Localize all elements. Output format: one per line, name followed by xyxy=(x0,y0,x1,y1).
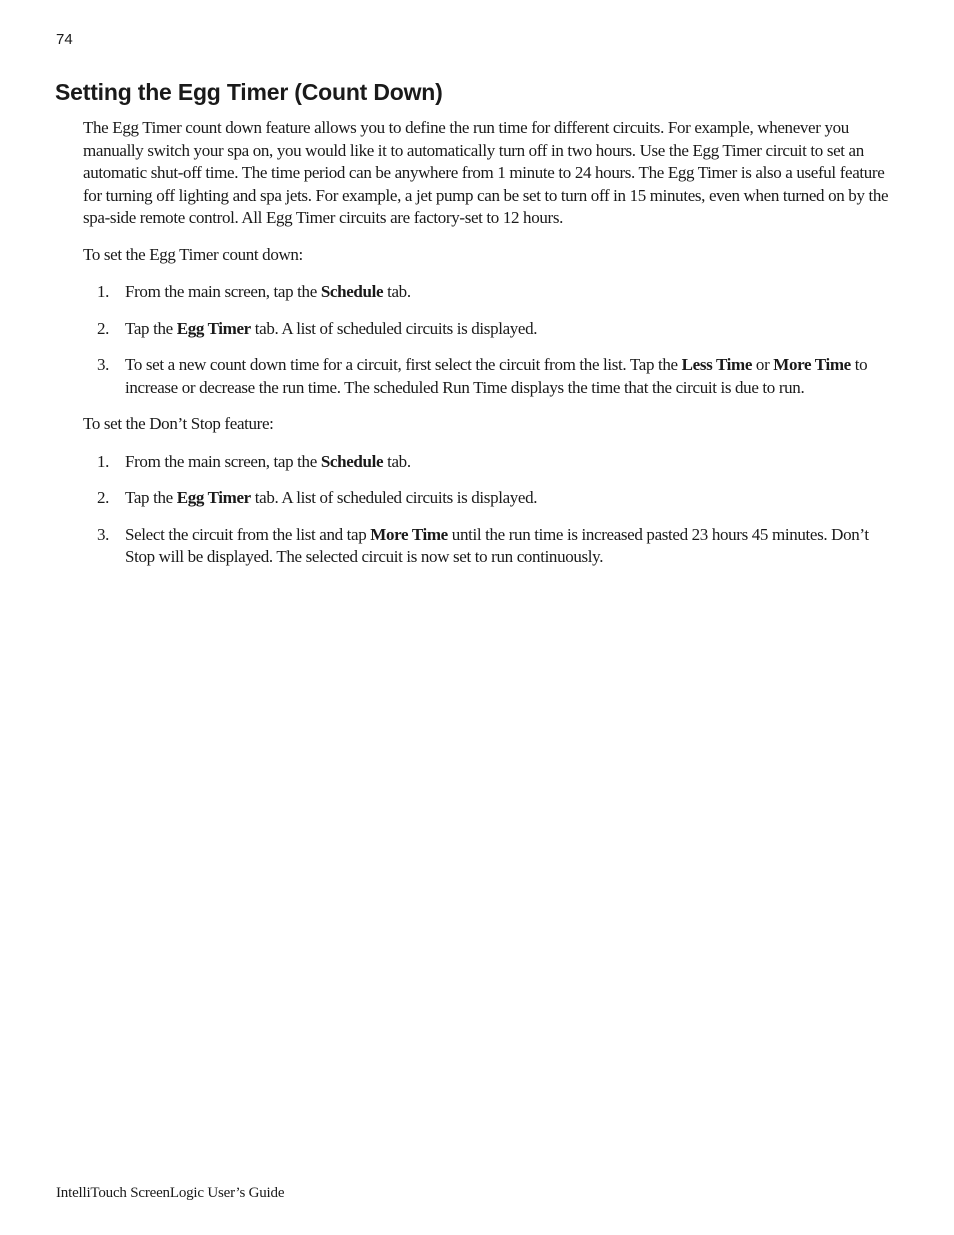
step-bold-term: More Time xyxy=(773,355,851,374)
countdown-step-2 xyxy=(83,318,899,341)
dont-stop-step-1 xyxy=(83,451,899,474)
step-text: From the main screen, tap the xyxy=(125,451,321,471)
intro-paragraph: The Egg Timer count down feature allows you to define the run time for different circuits. For example, whenever you manually switch your spa on, you would like it to automatically turn off in two hours. Use the Egg Timer circuit to set an automatic shut-off time. The time period can be anywhere from 1 minute to 24 hours. The Egg Timer is also a useful feature for turning off lighting and spa jets. For example, a jet pump can be set to turn off in 15 minutes, even when turned on by the spa-side remote control. All Egg Timer circuits are factory-set to 12 hours. xyxy=(83,118,889,227)
page-number: 74 xyxy=(56,31,73,48)
countdown-lead: To set the Egg Timer count down: xyxy=(83,244,303,264)
dont-stop-step-3 xyxy=(83,524,899,569)
countdown-step-1 xyxy=(83,281,899,304)
step-text: From the main screen, tap the xyxy=(125,282,321,301)
step-number: 1. xyxy=(97,451,110,471)
step-number: 1. xyxy=(97,282,110,301)
step-text: Tap the xyxy=(125,488,177,507)
step-text: to increase or decrease the run time. The scheduled Run Time displays the time that the circuit is due to run. xyxy=(125,355,868,397)
step-text: tab. A list of scheduled circuits is displayed. xyxy=(250,488,538,507)
step-text: tab. xyxy=(383,451,411,471)
countdown-step-3 xyxy=(83,354,899,399)
step-text: Select the circuit from the list and tap xyxy=(125,524,371,544)
step-text: tab. xyxy=(383,282,411,301)
step-bold-term: Egg Timer xyxy=(176,488,251,507)
step-text: or xyxy=(752,355,774,374)
step-text: To set a new count down time for a circuit, first select the circuit from the list. Tap the xyxy=(125,355,682,374)
dont-stop-lead: To set the Don’t Stop feature: xyxy=(83,414,274,433)
step-text: Tap the xyxy=(125,318,177,338)
step-bold-term: Egg Timer xyxy=(176,318,251,338)
dont-stop-steps xyxy=(83,451,899,569)
section-title: Setting the Egg Timer (Count Down) xyxy=(55,79,443,105)
step-number: 2. xyxy=(97,488,110,507)
step-text: until the run time is increased pasted 23 hours 45 minutes. Don’t Stop will be displayed. The selected circuit is now set to run continuously. xyxy=(125,524,869,566)
countdown-steps xyxy=(83,281,899,399)
step-number: 3. xyxy=(97,524,110,544)
dont-stop-step-2 xyxy=(83,487,899,510)
step-bold-term: More Time xyxy=(370,524,448,544)
page-footer: IntelliTouch ScreenLogic User’s Guide xyxy=(56,1185,285,1201)
step-number: 2. xyxy=(97,318,110,338)
step-bold-term: Schedule xyxy=(320,282,384,301)
step-number: 3. xyxy=(97,355,110,374)
step-bold-term: Less Time xyxy=(681,355,753,374)
step-text: tab. A list of scheduled circuits is displayed. xyxy=(250,318,538,338)
section-body xyxy=(83,117,899,583)
step-bold-term: Schedule xyxy=(320,451,384,471)
